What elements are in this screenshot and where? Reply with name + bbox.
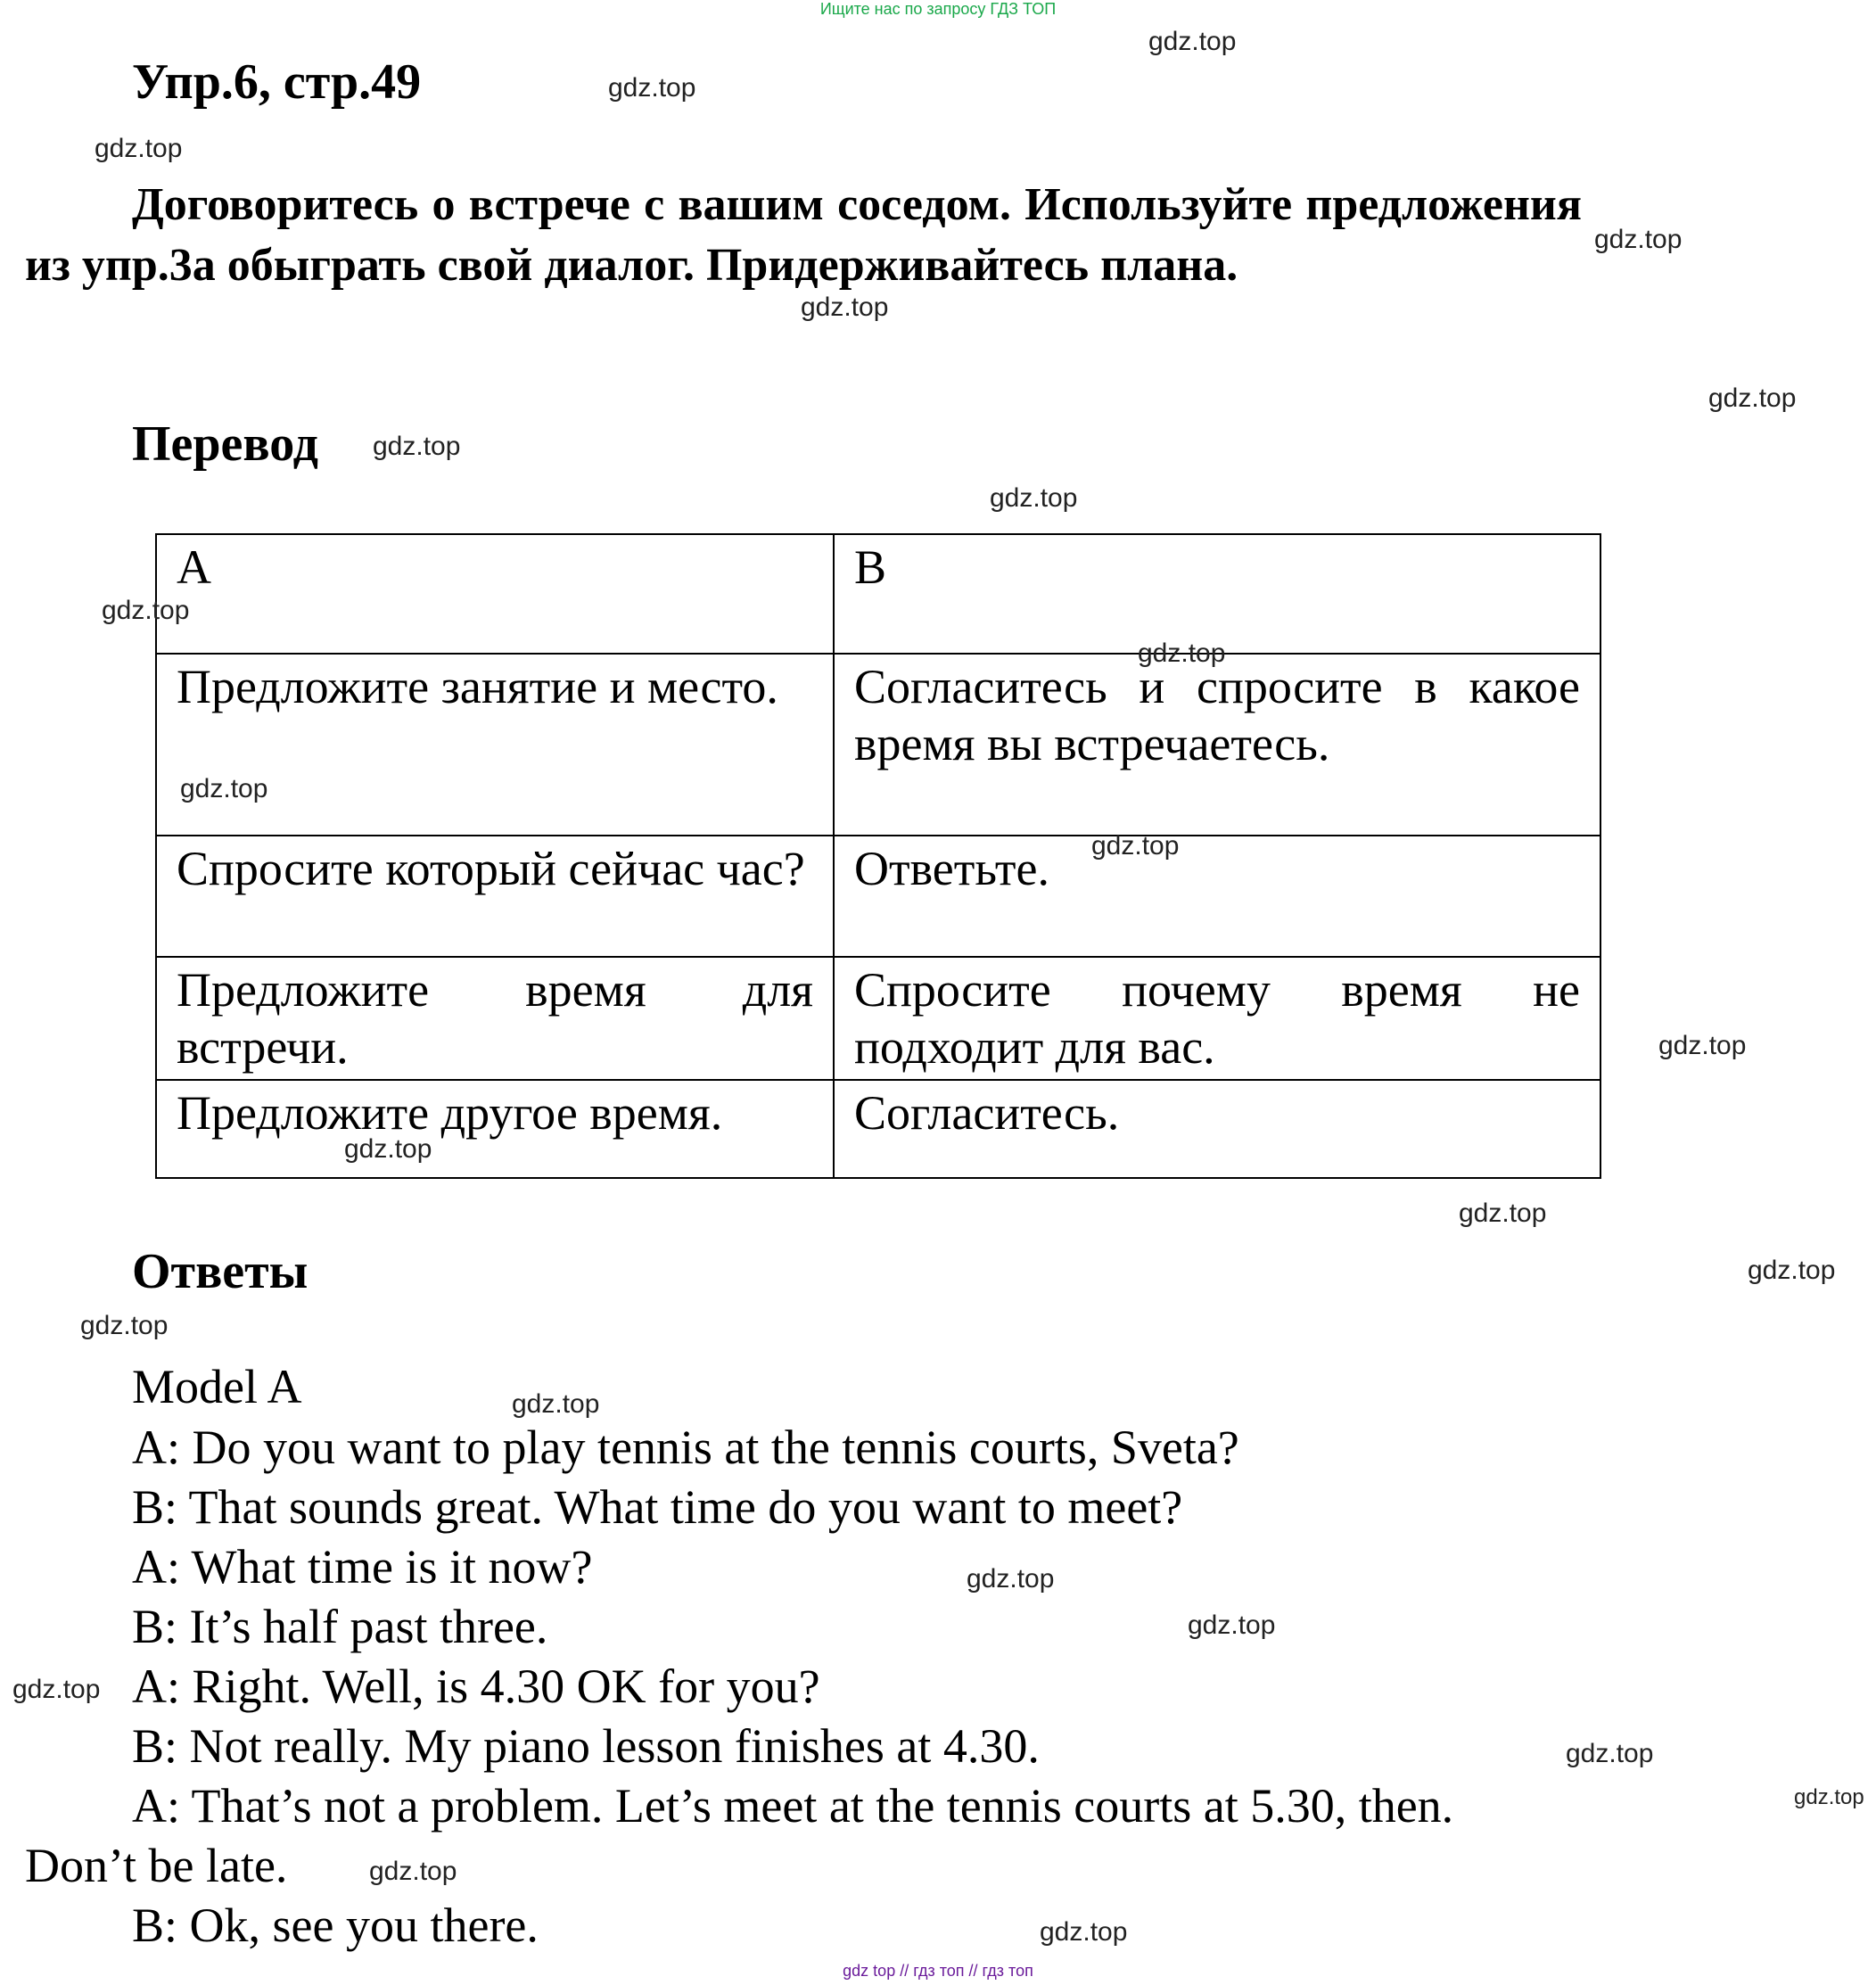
watermark: gdz.top <box>1748 1256 1836 1285</box>
cell-a: Предложите другое время. <box>156 1080 834 1178</box>
watermark: gdz.top <box>1148 27 1237 56</box>
watermark: gdz.top <box>95 134 183 163</box>
dialog-line: Don’t be late. <box>25 1839 288 1892</box>
watermark: gdz.top <box>180 774 268 803</box>
watermark: gdz.top <box>1091 831 1180 861</box>
column-b-header: B <box>834 534 1600 654</box>
watermark: gdz.top <box>1658 1031 1747 1060</box>
watermark: gdz.top <box>801 292 889 322</box>
cell-b: Согласитесь. <box>834 1080 1600 1178</box>
dialog-plan-table <box>155 533 1601 1179</box>
table-row <box>156 654 1600 836</box>
watermark: gdz.top <box>1594 225 1683 254</box>
dialog-line: B: That sounds great. What time do you want to meet? <box>132 1480 1183 1534</box>
dialog-line: A: Right. Well, is 4.30 OK for you? <box>132 1660 820 1713</box>
watermark: gdz.top <box>373 432 461 461</box>
watermark: gdz.top <box>1138 638 1226 668</box>
dialog-line: A: What time is it now? <box>132 1540 593 1594</box>
top-banner: Ищите нас по запросу ГДЗ ТОП <box>819 0 1057 18</box>
watermark: gdz.top <box>1794 1785 1864 1809</box>
watermark: gdz.top <box>1566 1739 1654 1768</box>
watermark: gdz.top <box>12 1675 101 1704</box>
bottom-banner: gdz top // гдз топ // гдз топ <box>843 1962 1033 1980</box>
watermark: gdz.top <box>967 1564 1055 1594</box>
watermark: gdz.top <box>990 483 1078 513</box>
answers-heading: Ответы <box>132 1244 309 1299</box>
dialog-line: B: It’s half past three. <box>132 1600 548 1653</box>
watermark: gdz.top <box>369 1857 457 1886</box>
cell-b: Спросите почему время не подходит для вас. <box>834 957 1600 1080</box>
table-row <box>156 957 1600 1080</box>
cell-a: Предложите время для встречи. <box>156 957 834 1080</box>
cell-b: Согласитесь и спросите в какое время вы встречаетесь. <box>834 654 1600 836</box>
dialog-line: B: Ok, see you there. <box>132 1899 539 1952</box>
task-instructions: Договоритесь о встрече с вашим соседом. Используйте предложения из упр.3a обыграть свой диалог. Придерживайтесь плана. <box>25 179 1582 291</box>
column-a-header: A <box>156 534 834 654</box>
cell-a: Спросите который сейчас час? <box>156 836 834 957</box>
watermark: gdz.top <box>1708 383 1797 413</box>
dialog-line: B: Not really. My piano lesson finishes at 4.30. <box>132 1719 1040 1773</box>
exercise-title: Упр.6, стр.49 <box>132 54 422 110</box>
table-header-row <box>156 534 1600 654</box>
watermark: gdz.top <box>1459 1198 1547 1228</box>
dialog-line: A: Do you want to play tennis at the tennis courts, Sveta? <box>132 1421 1239 1474</box>
cell-a: Предложите занятие и место. <box>156 654 834 836</box>
cell-b: Ответьте. <box>834 836 1600 957</box>
watermark: gdz.top <box>344 1134 432 1164</box>
table-row <box>156 836 1600 957</box>
watermark: gdz.top <box>1188 1610 1276 1640</box>
watermark: gdz.top <box>102 596 190 625</box>
translation-heading: Перевод <box>132 416 318 472</box>
model-label: Model A <box>132 1360 302 1413</box>
dialog-line: A: That’s not a problem. Let’s meet at the tennis courts at 5.30, then. <box>132 1779 1454 1833</box>
watermark: gdz.top <box>80 1311 169 1340</box>
watermark: gdz.top <box>1040 1917 1128 1947</box>
watermark: gdz.top <box>512 1389 600 1419</box>
watermark: gdz.top <box>608 73 696 103</box>
